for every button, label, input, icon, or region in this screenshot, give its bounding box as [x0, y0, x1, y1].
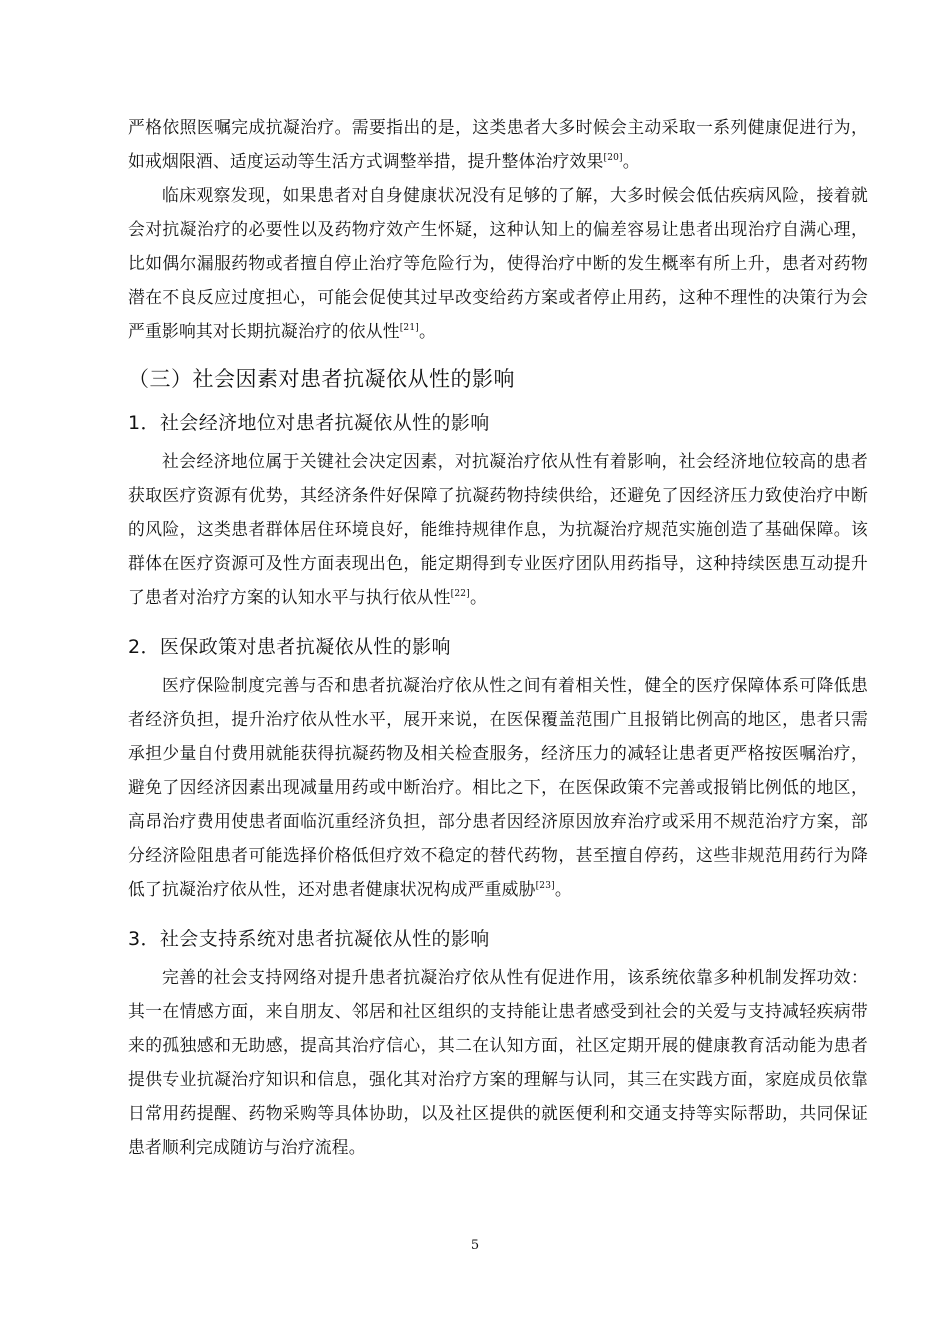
paragraph-text: 临床观察发现，如果患者对自身健康状况没有足够的了解，大多时候会低估疾病风险，接着就会对抗凝治疗的必要性以及药物疗效产生怀疑，这种认知上的偏差容易让患者出现治疗自满心理，比如偶尔漏服药物或者擅自停止治疗等危险行为，使得治疗中断的发生概率有所上升，患者对药物潜在不良反应过度担心，可能会促使其过早改变给药方案或者停止用药，这种不理性的决策行为会严重影响其对长期抗凝治疗的依从性: [128, 185, 868, 341]
paragraph-end: 。: [554, 879, 572, 899]
paragraph: [128, 444, 868, 614]
paragraph: [128, 178, 868, 348]
citation-ref: [21]: [399, 323, 419, 333]
paragraph: [128, 668, 868, 906]
paragraph-text: 医疗保险制度完善与否和患者抗凝治疗依从性之间有着相关性，健全的医疗保障体系可降低患者经济负担，提升治疗依从性水平，展开来说，在医保覆盖范围广且报销比例高的地区，患者只需承担少量自付费用就能获得抗凝药物及相关检查服务，经济压力的减轻让患者更严格按医嘱治疗，避免了因经济因素出现减量用药或中断治疗。相比之下，在医保政策不完善或报销比例低的地区，高昂治疗费用使患者面临沉重经济负担，部分患者因经济原因放弃治疗或采用不规范治疗方案，部分经济险阻患者可能选择价格低但疗效不稳定的替代药物，甚至擅自停药，这些非规范用药行为降低了抗凝治疗依从性，还对患者健康状况构成严重威胁: [128, 675, 868, 899]
subsection-heading: 1．社会经济地位对患者抗凝依从性的影响: [128, 412, 490, 434]
citation-ref: [23]: [535, 881, 555, 891]
subsection-heading: 3．社会支持系统对患者抗凝依从性的影响: [128, 928, 490, 950]
paragraph-end: 。: [418, 321, 436, 341]
paragraph-end: 。: [469, 587, 487, 607]
page-number: 5: [470, 1238, 480, 1253]
paragraph-end: 。: [622, 151, 640, 171]
paragraph-text: 严格依照医嘱完成抗凝治疗。需要指出的是，这类患者大多时候会主动采取一系列健康促进行为，如戒烟限酒、适度运动等生活方式调整举措，提升整体治疗效果: [128, 117, 868, 171]
paragraph-continued: [128, 110, 868, 178]
paragraph-text: 社会经济地位属于关键社会决定因素，对抗凝治疗依从性有着影响，社会经济地位较高的患者获取医疗资源有优势，其经济条件好保障了抗凝药物持续供给，还避免了因经济压力致使治疗中断的风险，这类患者群体居住环境良好，能维持规律作息，为抗凝治疗规范实施创造了基础保障。该群体在医疗资源可及性方面表现出色，能定期得到专业医疗团队用药指导，这种持续医患互动提升了患者对治疗方案的认知水平与执行依从性: [128, 451, 868, 607]
citation-ref: [20]: [603, 153, 623, 163]
citation-ref: [22]: [450, 589, 470, 599]
paragraph-text: 完善的社会支持网络对提升患者抗凝治疗依从性有促进作用，该系统依靠多种机制发挥功效：其一在情感方面，来自朋友、邻居和社区组织的支持能让患者感受到社会的关爱与支持减轻疾病带来的孤独感和无助感，提高其治疗信心，其二在认知方面，社区定期开展的健康教育活动能为患者提供专业抗凝治疗知识和信息，强化其对治疗方案的理解与认同，其三在实践方面，家庭成员依靠日常用药提醒、药物采购等具体协助，以及社区提供的就医便利和交通支持等实际帮助，共同保证患者顺利完成随访与治疗流程。: [128, 967, 868, 1157]
section-heading: （三）社会因素对患者抗凝依从性的影响: [128, 367, 515, 391]
document-body: [128, 110, 868, 1164]
paragraph: [128, 960, 868, 1164]
subsection-heading: 2．医保政策对患者抗凝依从性的影响: [128, 636, 451, 658]
